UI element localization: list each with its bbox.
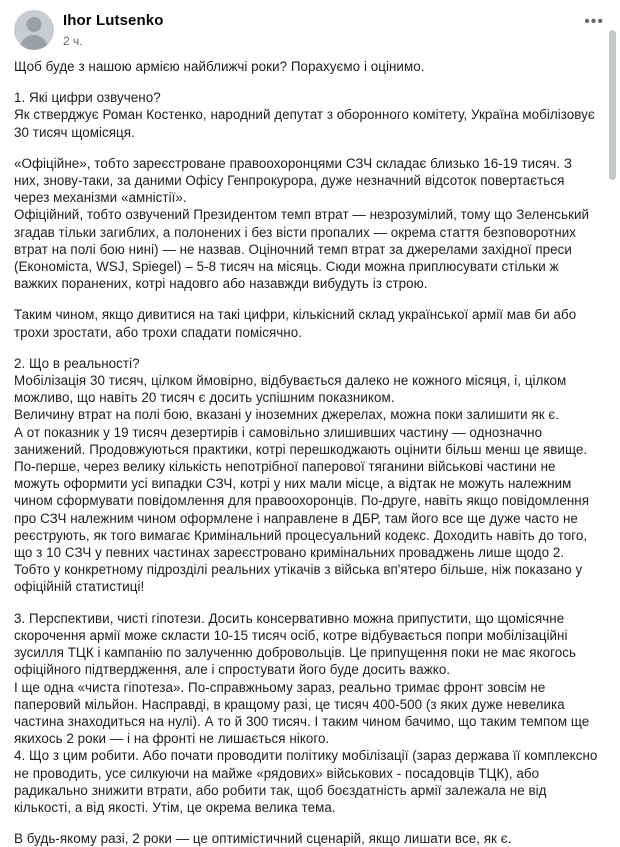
post-paragraph: Офіційний, тобто озвучений Президентом темп втрат — незрозумілий, тому що Зеленський згадав тільки загиблих, а полонених і без вісти пропалих — окрема стаття безповоротних втрат на полі бою нині) — не назвав. Оціночний темп втрат за джерелами західної преси (Економіста, WSJ, Spiegel) – 5-8 тисяч на місяць. Сюди можна приплюсувати стільки ж важких поранених, котрі надовго або назавжди вибудуть із строю. [14,207,590,292]
scrollbar-track[interactable] [610,0,618,771]
avatar[interactable] [14,10,54,50]
post-paragraph: 2. Що в реальності? [14,355,140,371]
post-paragraph: Величину втрат на полі бою, вказані у іноземних джерелах, можна поки залишити як є. [14,407,560,423]
post-paragraph: І ще одна «чиста гіпотеза». По-справжньому зараз, реально тримає фронт зовсім не паперовий мільйон. Насправді, в кращому разі, це тисяч 400-500 (з яких дуже невелика частина знаходиться на нулі). А то й 300 тисяч. І таким чином бачимо, що таким темпом ще якихось 2 роки — і на фронті не лишається нікого. [14,679,590,747]
post-paragraph: А от показник у 19 тисяч дезертирів і самовільно злишивших частину — однозначно занижений. Продовжуються практики, котрі перешкоджають оцінити більш менш це явище. По-перше, через велику кількість непотрібної паперової тяганини військові частини не можуть оформити усі випадки СЗЧ, котрі у них мали місце, а відтак не можуть належним чином сформувати повідомлення для правоохоронців. По-друге, навіть якщо повідомлення про СЗЧ належним чином оформлене і направлене в ДБР, там його все ще дуже часто не реєструють, як того вимагає Кримінальний процесуальний кодекс. Доходить навіть до того, що з 10 СЗЧ у певних частинах зареєстровано кримінальних проваджень лише щодо 2. Тобто у конкретному підрозділі реальних утікачів з війська вп'ятеро більше, ніж показано у офіційній статистиці! [14,424,590,595]
post-timestamp[interactable]: 2 ч. [63,34,83,48]
post-paragraph: Щоб буде з нашою армією найближчі роки? Порахуємо і оцінимо. [14,59,425,74]
post-header-texts [63,10,163,49]
post-paragraph: В будь-якому разі, 2 роки — це оптимістичний сценарій, якщо лишати все, як є. [14,831,512,847]
post-paragraph: Таким чином, якщо дивитися на такі цифри, кількісний склад української армії мав би або трохи зростати, або трохи спадати помісячно. [14,307,577,340]
scrollbar-thumb[interactable] [609,30,616,180]
post-paragraph: «Офіційне», тобто зареєстроване правоохоронцями СЗЧ складає близько 16-19 тисяч. З них, знову-таки, за даними Офісу Генпрокурора, дуже незначний відсоток повертається через механізми «амністії». [14,155,572,206]
post-header [14,10,606,50]
post-paragraph: Як стверджує Роман Костенко, народний депутат з оборонного комітету, Україна мобілізовує 30 тисяч щомісяця. [14,107,595,140]
author-name[interactable]: Ihor Lutsenko [63,12,164,29]
post-paragraph: 3. Перспективи, чисті гіпотези. Досить консервативно можна припустити, що щомісячне скорочення армії може скласти 10-15 тисяч осіб, котре відбувається попри мобілізаційні зусилля ТЦК і кампанію по залученню добровольців. Це припущення поки не має якогось офіційного підтвердження, але і спростувати його буде досить важко. [14,610,577,678]
post-paragraph: Мобілізація 30 тисяч, цілком ймовірно, відбувається далеко не кожного місяця, і, цілком можливо, що навіть 20 тисяч є досить успішним показником. [14,373,567,406]
post-text-body [14,58,606,847]
post-paragraph: 4. Що з цим робити. Або почати проводити політику мобілізації (зараз держава її комплексно не проводить, усе силкуючи на майже «рядових» військових - посадовців ТЦК), або радикально знижити втрати, або робити так, щоб боєздатність армії залежала не від кількості, а від якості. Утім, це окрема велика тема. [14,748,598,815]
post-paragraph: 1. Які цифри озвучено? [14,90,161,106]
more-options-icon[interactable]: ••• [584,13,604,30]
